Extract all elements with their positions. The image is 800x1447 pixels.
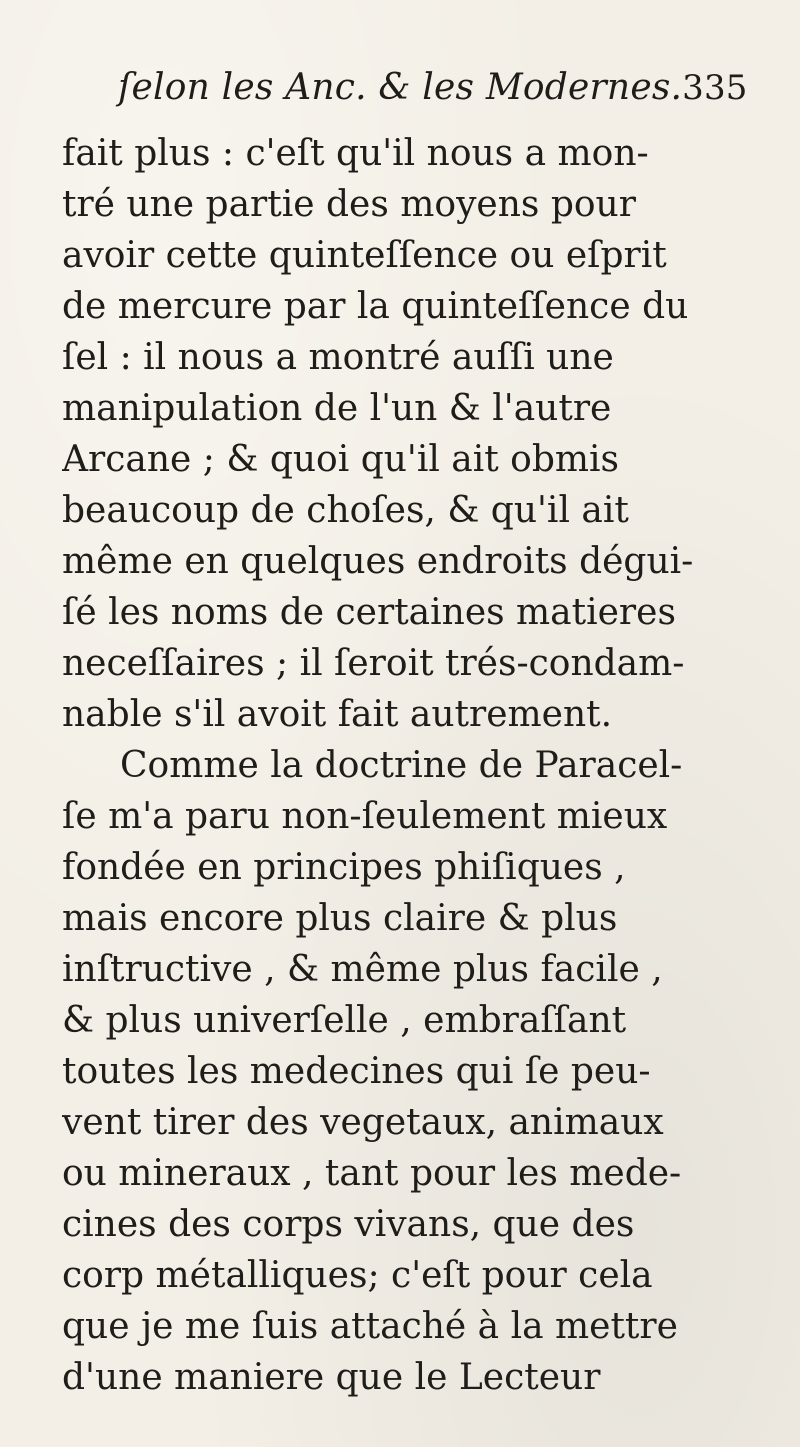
text-line: toutes les medecines qui ſe peu- <box>62 1051 651 1092</box>
text-line: ſé les noms de certaines matieres <box>62 592 676 633</box>
text-line: nable s'il avoit fait autrement. <box>62 694 613 735</box>
text-line: vent tirer des vegetaux, animaux <box>62 1102 664 1143</box>
text-line: inſtructive , & même plus facile , <box>62 949 663 990</box>
text-line: de mercure par la quinteſſence du <box>62 286 689 327</box>
text-line: ſe m'a paru non-ſeulement mieux <box>62 796 668 837</box>
text-line: mais encore plus claire & plus <box>62 898 618 939</box>
paragraph-start-line: Comme la doctrine de Paracel- <box>120 745 683 786</box>
text-line: corp métalliques; c'eſt pour cela <box>62 1255 653 1296</box>
text-line: ſel : il nous a montré auſſi une <box>62 337 614 378</box>
text-line: que je me ſuis attaché à la mettre <box>62 1306 678 1347</box>
body-text <box>62 128 742 1398</box>
text-line: tré une partie des moyens pour <box>62 184 636 225</box>
text-line: ou mineraux , tant pour les mede- <box>62 1153 682 1194</box>
text-line: fait plus : c'eſt qu'il nous a mon- <box>62 133 649 174</box>
text-line: avoir cette quinteſſence ou eſprit <box>62 235 667 276</box>
text-line: fondée en principes phiſiques , <box>62 847 626 888</box>
text-line: neceſſaires ; il ſeroit trés-condam- <box>62 643 685 684</box>
running-title: ſelon les Anc. & les Modernes. <box>118 67 683 108</box>
text-line: Arcane ; & quoi qu'il ait obmis <box>62 439 620 480</box>
text-line: manipulation de l'un & l'autre <box>62 388 612 429</box>
page-number: 335 <box>682 68 748 108</box>
text-line: d'une maniere que le Lecteur <box>62 1357 601 1398</box>
text-line: même en quelques endroits dégui- <box>62 541 694 582</box>
running-header <box>118 67 748 123</box>
text-line: beaucoup de choſes, & qu'il ait <box>62 490 629 531</box>
text-line: & plus univerſelle , embraſſant <box>62 1000 627 1041</box>
text-line: cines des corps vivans, que des <box>62 1204 635 1245</box>
